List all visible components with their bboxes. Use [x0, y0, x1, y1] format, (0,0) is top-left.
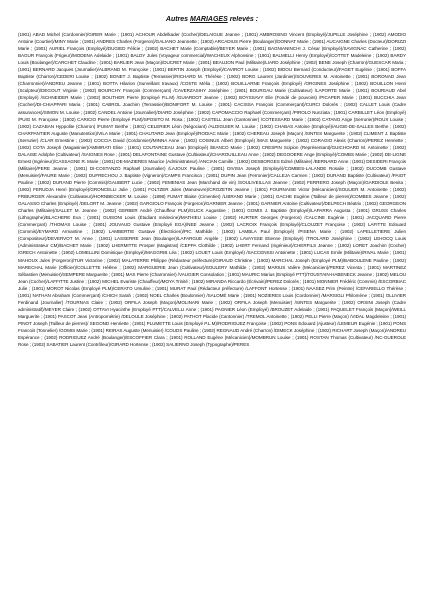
marriage-record: (1901) JACQUARD Pierre (Commerçant) /THOMAS Louise ; [18, 215, 406, 228]
marriage-record: (1901) GRUSS Charles (Lithographe)/BLACHERE Eva ; [18, 208, 406, 221]
marriage-record: (1901) BEAUJON Paul (Militaire)/LIARD Joséphine ; [198, 60, 303, 66]
marriage-record: (1901) BUCCHIA Jean (Cocher)/DI-CHIAPPARI Maria ; [18, 95, 406, 108]
title-suffix: relevés : [227, 16, 259, 23]
marriage-record: (1902) LACROIX François (Employé)/CLOUZET Françoise ; [221, 222, 350, 228]
marriage-record: (1901) OLLIVIER Ferdinand (Journalier) /TOURNAS Claire ; [18, 292, 406, 305]
marriage-record: (1901) GUISONI Louis (Étudiant médecine)/MATHIEU Louise ; [87, 215, 221, 221]
marriage-record: (1901) PONS Francois (Tonnelier) /GOMIS Marie ; [18, 320, 406, 333]
marriage-record: (1902) LAPELLETIERE Julien (Compositeur)/DEVERVOT M. Anne ; [18, 229, 406, 242]
marriage-record: (1901) BERTIN Joseph (Employé)/CAVIROT Louise ; [153, 67, 262, 73]
marriage-record: (1901) BOTTA Hilarion (Surveillant travaux) /COSTE Mélia ; [87, 81, 214, 87]
marriage-record: (1902) PONS Edouard (Ajusteur) /LEMEUR Eugénie ; [270, 320, 378, 326]
marriage-record: (1902) BARDY Louis (Boulanger)/CARCHET Claudine ; [18, 53, 406, 66]
marriage-record: (1902) PELLI Pierre (Maçon) /VIDAL Magdeleine ; [290, 313, 392, 319]
marriage-record: (1901) CELERIER Léon (Négociant) /ALDIGUIER M. Louise ; [132, 123, 259, 129]
marriage-record: (1902) LOMELLINI Dominique (Employé)/MAGGRIB Léa ; [61, 250, 180, 256]
marriage-record: (1902) RICHART Joseph (Maçon)/ANDREU Espérance ; [18, 327, 406, 341]
marriage-record: (1901) CHAUTARD Jean (Employé)/RODIAC Marie ; [124, 130, 232, 136]
marriage-record: (1902) CHARPANTIER Auguste (Manutention)/VILA Marie ; [18, 123, 406, 136]
marriage-record: (1902) DEGOOERE Ange (Employé)/COMBS Marie ; [262, 151, 370, 157]
marriage-record: (1901) MURAT Paul (Rédacteur préfecture) /LAFFONT Hortense ; [155, 285, 290, 291]
marriage-record: (1902) CORAGIO Alexis (Charron)/PEREZ Henriette ; [295, 137, 406, 143]
marriage-record: (1901) ROSTAN Thomas (Cultivateur) /NC-GUEROLE Rose ; [18, 335, 406, 348]
marriage-record: (1902) RODRIGUEZ André (Boulanger)/ESCOFFIER Clara ; [44, 335, 168, 341]
marriage-record: (1902) DUFRECHOU J. Baptiste (Vigneron)/CAMPS Francisca ; [74, 172, 205, 178]
marriage-record: (1902) FEMENIAS Jean (Marchand de vin) /SOULIVEILLAS Jeanne ; [147, 179, 291, 185]
marriage-record: (1902) AMODIO Antoine (Courtier)/MINY Marie ; [18, 32, 406, 45]
marriage-record: (1902) CLIMENT J. Baptiste (Serrurier) /CLAR Ernestine ; [18, 130, 406, 143]
marriage-record: (1902) PATHOT Placide (Cantonnier) /TREMOL Antoinette ; [169, 313, 290, 319]
marriage-record: (1901) PAGNIER Léon (Employé) /BROUZET Adelaide ; [200, 306, 315, 312]
marriage-record: (1901) DIVISIA Joseph (Employé)/COMBES-LALANDE Rosalie ; [211, 165, 348, 171]
marriage-record: (1902) BOUILLARNE François (Employé) /ORGINES Joséphine ; [215, 81, 353, 87]
marriage-record: (1898) FUMAT Blaise (Cimentier) /LIBRAND Marie ; [152, 194, 260, 200]
marriage-record: (1902) MELOU Jean (Cocher)/LAFFITTE Justine ; [18, 271, 406, 284]
marriage-record: (1901) MAHOUX Jules (Forgeron)/TUR Victorine ; [18, 250, 406, 263]
marriage-record: (1902) FERUDJA Henri (Employé)/GRONCELLI Julie ; [18, 187, 132, 193]
marriage-record: (1901) BERNARD Jacques (Journalier)/ALBRAND M. Françoise ; [18, 67, 152, 73]
marriage-record: (1902) DURAND Baptiste (Cultivateur) /PAIOT Pauline ; [18, 172, 406, 185]
marriage-record: (1902) OTTAVI Hyacinthe (Employé PTT)/CALVELLI Anne ; [78, 306, 199, 312]
marriage-record: (1901) NOZIERES Louis (Cordonnier) /MARSIGLI Philomène ; [243, 292, 370, 298]
marriage-record: (1902) ARCADIUS Pierre (Boulanger)/DONNAT Marie ; [200, 39, 311, 45]
marriage-record: (1902) DALAISE Adolphe (Cultivateur) /SAIGNES Rose ; [18, 144, 406, 157]
marriage-record: (1902) CALLET Louis (Cadre assurances)/SIMON M. Louise ; [18, 102, 406, 115]
marriage-record: (1901) CARBILLET Léon (Employé) /PUIG M. Françoise ; [18, 109, 406, 122]
marriage-record: (1901) DUPIN Jean (Ferronier)/CALLEJA Carmen ; [206, 172, 311, 178]
marriage-record: (1901) PLUMETTE Louis (Employé P.L.M)/RODRIGUEZ Françoise ; [132, 320, 269, 326]
marriage-record: (1902) COTA Joseph (Magasinier)/AMMIRATI Elise ; [18, 144, 126, 150]
marriage-record: (1902) CARICIO Pierre (Employé PLM)/SPOSITO M. Rosa ; [62, 116, 186, 122]
marriage-record: (1902) LOUET Louis (Employé) /SACCENSSI Antoinette ; [180, 250, 299, 256]
marriage-record: (1901) AUCAIGNE Charles (Docteur)/DORIZZI Marie ; [18, 39, 406, 52]
marriage-record: (1901) PASCOT Jean (Antropométrie) /DELOULE Joséphine ; [43, 313, 169, 319]
marriage-record: (1902) MARGUERIE Jean (Cultivateur)/SOULERY Mathilde ; [122, 264, 250, 270]
marriage-record: (1902) SALIERNO Joseph (Typographe)/PERES [151, 342, 250, 348]
marriage-record: (1902) CAPOMACCIO Raphaël (Commerçant) /PIROLO Nunziata ; [197, 109, 333, 115]
marriage-record: (1902) MIRANDA Riccardo (Écrivain)/PEREZ Dolorès ; [191, 278, 302, 284]
marriage-record: (1901) LASSERRE Jean (Boulanger)/LAFARGUE Angèle ; [98, 236, 223, 242]
marriage-record: (1901) FOLTZER Jules (Manœuvre)/CROZETIN Jeanne ; [133, 187, 253, 193]
marriage-record: (1902) BOUILLON Henri (Sculpteur)/DEGOUT Virginie ; [18, 81, 406, 94]
marriage-record: (1901) DESIDERI François (Militaire)/PERE Jeanne ; [18, 158, 406, 171]
marriage-record: (1901) ABAD Michel (Cordonnier)/GIRER Marie ; [18, 32, 119, 37]
marriage-record: (1902) ORFILA Joseph (Maçon)/MOLINARI Marie ; [109, 299, 217, 305]
marriage-record: (1901) COUTARCEAU Jean (Employé) /BIANCO Marie ; [127, 144, 245, 150]
marriage-record: (1901) GOMIS J. Baptiste (Employé)/LAPARRA Augusta ; [231, 208, 355, 214]
marriage-record: (1902) FERRERO Joseph (Maçon)/GARDIOLE Benita ; [292, 179, 406, 185]
marriage-record: (1902) LAMBLA Paul (Employé) /PISENA Marie ; [221, 229, 337, 235]
marriage-record: (1902) CHABAS Antoine (Employé)/AUGIE-DE-SALLES Berthe ; [259, 123, 392, 129]
marriage-record: (1901) BOFFA Baptiste (Charron)/CEDERI Louise ; [18, 67, 406, 80]
marriage-record: (1901) ANDRES Charles (Forgeron)/GALIANO Jeannette ; [82, 39, 200, 45]
marriage-record: (1901) DI-COSTANZO Raphaël (Journalier) /LAJOUX Pauline ; [74, 165, 209, 171]
marriage-record: (1901) NAASEZ Prim (Peintre) /CEFARIELLO Thérèse ; [291, 285, 406, 291]
marriage-record: (1902) BOURCHY François (Commerçant) /CAVERZASIHY Joséphine ; [83, 88, 233, 94]
marriage-record: (1901) FOURNAISE Victor (Mécanicien)/SOULIER M. Antoinette ; [254, 187, 391, 193]
marriage-record: (1902) BORG Laurent (Jardinier)/SOUVERES M. Antoinette ; [226, 74, 354, 80]
title-highlight: MARIAGES [190, 16, 228, 23]
marriage-record: (1901) MOROT Nicolas (Employé PLM)/CERATO Ursuline ; [31, 285, 154, 291]
marriage-record: (1902) LAFITTE Edouard (Commis)/EYMARD Armantine ; [18, 222, 406, 235]
marriage-record: (1902) MARIUS Valère (Mécanicien)/PEREZ Vicenta ; [252, 264, 366, 270]
marriage-record: (1902) CANDEL Antoine (Journalier)/DIARD Joséphine ; [83, 109, 197, 115]
title-prefix: Autres [165, 16, 191, 23]
marriage-record: (1901) MARTINEZ Sébastien (Menuisier)/SEMPERE Marguerite ; [18, 264, 406, 277]
marriage-record: (1901) BOURGAU Marie (Cultivateur) /LAPORTE Marie ; [234, 88, 354, 94]
marriage-records [18, 31, 406, 348]
marriage-record: (1901) BARLIER Jean (Maçon)/DUCRET Marie ; [99, 60, 198, 66]
marriage-record: (1902) MALATERRE Philippe (Rédacteur préfecture)/GIRAUD Christine ; [107, 257, 256, 263]
marriage-record: (1901) MAURIC Marius (Employé PTT)/TOUSTAIN-HABENECK Jeanne ; [227, 271, 375, 277]
marriage-record: (1901) CABROL Joachim (Terrassier)/BONIFORT M. Louise ; [86, 102, 217, 108]
marriage-record: (1901) PAQUELET François (Maçon)/WEILL Marguerite ; [18, 306, 406, 319]
marriage-record: (1901) LUCAS Emile (Militaire)/RIVAL Marie ; [299, 250, 392, 256]
marriage-record: (1902) ORFILA Joseph (Menuisier) /SINTES Marguerite ; [219, 299, 340, 305]
marriage-record: (1901) DE-MAZIERES Maurice (Administrateur) /ANCIAN Camille ; [102, 158, 236, 164]
marriage-record: (1901) AMBROSINO Vincent (Employé)/JUPILLE Joséphine ; [244, 32, 372, 37]
marriage-record: (1902) MICHEL Evariste (Chauffeur)/MOYA Trinité ; [87, 278, 191, 284]
marriage-record: (1901) GACHE Eugène (Tailleur de pierres)/COMBES Jeanne ; [261, 194, 392, 200]
marriage-record: (1902) GALASSO Charles (Employé) /DELORT M. Jeanne ; [18, 194, 406, 207]
marriage-record: (1902) LHERT Fernand (Ingénieur)/CHERFILS Jeanne ; [220, 243, 336, 249]
marriage-record: (1902) DESBORGES Edmé (Militaire) /BERNARD Anne ; [236, 158, 351, 164]
marriage-record: (1901) BAGNIANINCHI J. César (Employé)/SAVIGNAC Catherine ; [253, 46, 392, 52]
marriage-record: (1902) DURAND Pierre (Commis)/GAUBERT Lucie ; [37, 179, 146, 185]
marriage-record: (1902) MARECHAL Marie (Officier)/COLLETTE Hélène ; [18, 257, 406, 270]
marriage-record: (1901) CACISSA François (Commerçant)/CURCI Dolorès ; [218, 102, 342, 108]
marriage-record: (1901) ACHOUR Abdelkader (Cocher)/DELAIGUE Jeanne ; [120, 32, 243, 37]
marriage-record: (1902) CATANO Ange (Serrurier)/ROUX Louise ; [307, 116, 406, 122]
marriage-record: (1902) CHEREAU Joseph (Maçon) /SINTES Marguerite ; [232, 130, 348, 136]
marriage-record: (1902) REGNAUD André (Charron) /DIMECK Joséphine ; [202, 327, 317, 333]
marriage-record: (1902) GERBER André (Chauffeur PLM)/GLICK Augustine ; [103, 208, 230, 214]
marriage-record: (1902) NOEL Charles (Boulonnier) /SALOMÉ Marie ; [135, 292, 242, 298]
marriage-record: (1902) BENE Joseph (Charron)/GUESCAR Maria ; [304, 60, 406, 66]
marriage-record: (1901) NATHAN Abraham (Commerçant) /CHICH Sarah ; [18, 292, 134, 298]
marriage-record: (1901) BALMELLI Henry (Employé)/COTTET Madeleine ; [257, 53, 375, 59]
marriage-record: (1901) BOURIAUD Abel (Employé) /SCHNEIDER Marie ; [18, 88, 406, 101]
marriage-record: (1902) BIDOU Bernard (Conducteur)/FAGET Eugénie ; [263, 67, 375, 73]
marriage-record: (1901) REIRAS Auguste (Menuisier) /COUDS Pauline ; [91, 327, 202, 333]
marriage-record: (1902) BOYSSAVY Elie (Fondé de pouvoirs) /PICAPER Marie ; [223, 95, 357, 101]
marriage-record: (1901) GARNIER Antoine (Cultivateur)/DELPECH Béatrix ; [246, 201, 364, 207]
marriage-record: (1902) GARGIOLO François (Forgeron)/GARNIER Jeanne ; [125, 201, 246, 207]
marriage-record: (1902) DE-LIGNE Ernest (Ingénieur)/CASSAGNE R. Marie ; [18, 151, 406, 164]
marriage-record: (1902) DUCOMB Gustave (Menuisier)/FAURE Marie ; [18, 165, 406, 178]
marriage-record: (1902) MARCHAL Joseph (Employé PLM)/BABOULENE Pauline ; [256, 257, 392, 263]
marriage-record: (1901) BALDY Jules (Voyageur commercial)/WACHEUX Alphonsine ; [115, 53, 257, 59]
marriage-record: (1901) JOUVAUD Gustave (Employé EGA)/NEE Jeanne ; [93, 222, 219, 228]
marriage-record: (1902) CRESPIN Scipion (Représentant)/GUICHOARD M. Antoinette ; [246, 144, 392, 150]
marriage-record: (1902) CAZABAN Hyppolite (Charron) /FUMAT Berthe ; [18, 123, 132, 129]
marriage-record: (1901) ROLLAND Eugène (Mécanicien)/MOMBRUN Louise ; [169, 335, 294, 341]
marriage-record: (1901) DELAFONTAINE Gustave (Cultivateur)/CHAROUILLEAU Anne ; [118, 151, 262, 157]
document-page [18, 16, 406, 592]
marriage-record: (1901) MONNIER Frédéric (Commis) /ESCORBIAC Julie ; [18, 278, 406, 291]
marriage-record: (1901) MAS Pierre (Charronnier) /VAUGIER Consolation ; [111, 271, 227, 277]
marriage-record: (1902) LAVAYSSE Etienne (Employé) /TROLARD Joséphine ; [224, 236, 356, 242]
marriage-record: (1902) BACHET Marie (Comptable)/BEYER Marie ; [145, 46, 252, 52]
marriage-record: (1902) LEHOCQ Louis (Administrateur CM)/BACHET Marie ; [18, 236, 406, 249]
marriage-record: (1902) LHERMITTE Prosper (Magistrat) /CEPPA Clothilde ; [96, 243, 219, 249]
marriage-record: (1901) AURIEL François (Employé)/DUGIED Félicie ; [34, 46, 144, 52]
marriage-record: (1902) ORSINI Joseph (Cadre administratif)/MEYER Claire ; [18, 299, 406, 312]
marriage-record: (1901) PINOT Joseph (Tailleur de pierres)/ SEGOND Henriette ; [18, 313, 406, 326]
marriage-record: (1902) LAMBERTIE Gustave (Électricien)/PIC Mathilde ; [91, 229, 218, 235]
marriage-record: (1902) HURTER Georges (Forgeron) /CALCINE Eugénie ; [223, 215, 349, 221]
marriage-record: (1902) BAGUR François (Frigeur)/MODENA Adelaide ; [18, 46, 406, 59]
marriage-record: (1901) BORONAD Jean (Charronnier)/ANDREU Jeanne ; [18, 74, 406, 87]
marriage-record: (1902) CASTELL Jean (Cantonnier) /COTESSARD Marie ; [186, 116, 306, 122]
marriage-record: (1902) GEORGEON Charles (Militaire)/SALLET M. Jeanne ; [18, 201, 406, 214]
page-title [18, 16, 406, 23]
marriage-record: (1902) BONET J. Baptiste (Terrassier)/RICHARD M. Thérèse ; [94, 74, 225, 80]
marriage-record: (1902) SABATIER Laurent (Contrôleur)/GIRARD Hortense ; [32, 342, 151, 348]
marriage-record: (1902) COISNUS Albert (Employé) /MAS Marguerite ; [184, 137, 295, 143]
marriage-record: (1902) COCCIA David (Cordonnier)/MINNA Anne ; [79, 137, 183, 143]
marriage-record: (1902) BOUTHER Pierre (Employé P.L.M) /GUIARDOT Jeanne ; [87, 95, 222, 101]
marriage-record: (1902) LORET Joachim (Cocher) /GRECH Antoinette ; [18, 243, 406, 256]
marriage-record: (1902) FRIBURGER Alexandre (Cultivateur)/HORNBECKER M. Louise ; [18, 187, 406, 200]
